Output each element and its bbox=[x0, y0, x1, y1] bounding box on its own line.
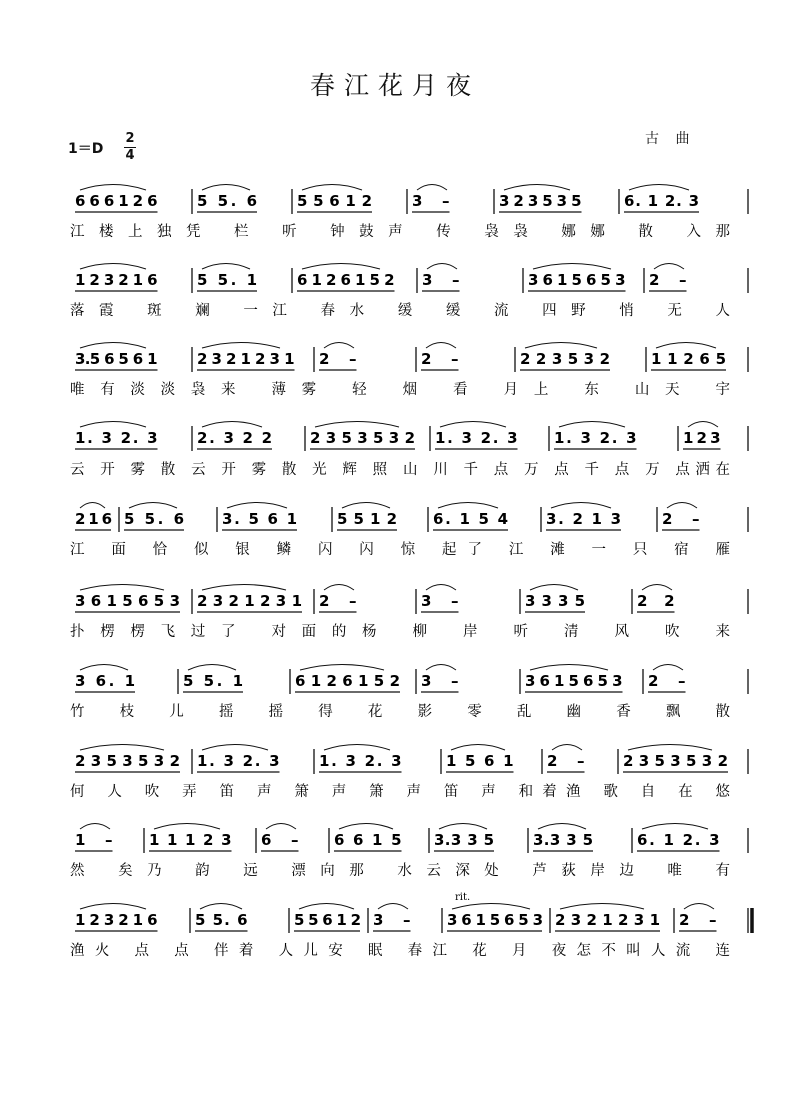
slur bbox=[538, 824, 586, 830]
measure-notes: 2 2 bbox=[637, 592, 675, 610]
notes-row bbox=[75, 904, 717, 932]
measure-notes: 1 5 6 1 bbox=[446, 752, 514, 770]
score-line bbox=[70, 904, 752, 960]
measure-notes: 1. 3 2. 3 bbox=[75, 429, 158, 447]
lyrics-text: 唯有淡淡袅来 薄雾 轻 烟 看 月上 东 山天 宇 bbox=[70, 382, 730, 398]
score-line bbox=[70, 745, 748, 801]
slur bbox=[339, 824, 393, 830]
measure-notes: 3 – bbox=[412, 192, 450, 210]
lyrics-row bbox=[70, 783, 731, 800]
slur bbox=[300, 665, 384, 671]
measure-notes: 3. 5 6 1 bbox=[222, 510, 297, 528]
slur bbox=[551, 503, 611, 509]
lyrics-row bbox=[70, 861, 730, 879]
slur bbox=[628, 745, 712, 751]
slur bbox=[559, 422, 625, 428]
measure-notes: 5 5 6 1 2 bbox=[294, 911, 361, 929]
measure-notes: 3 3 3 5 bbox=[525, 592, 585, 610]
measure-notes: 3 6 1 5 6 5 3 bbox=[75, 592, 180, 610]
measure-notes: 5 5. 6 bbox=[197, 192, 257, 210]
notes-row bbox=[75, 824, 720, 852]
slur bbox=[530, 585, 578, 591]
lyrics-text: 江楼上独凭 栏 听 钟鼓声 传 袅袅 娜娜 散 入那 bbox=[70, 224, 730, 240]
measure-notes: 3.3 3 5 bbox=[533, 831, 593, 849]
score-line bbox=[70, 824, 748, 880]
slur bbox=[80, 264, 146, 270]
lyrics-text: 云 开 雾 散 云 开 雾 散 光 辉 照 山 川 千 点 万 点 千 点 万 点洒在 bbox=[70, 462, 731, 478]
score-line bbox=[70, 585, 748, 641]
measure-notes: 3 6 1 5 6 5 3 bbox=[525, 672, 623, 690]
lyrics-row bbox=[70, 622, 730, 640]
measure-notes: 6 6 1 5 bbox=[334, 831, 402, 849]
slur bbox=[299, 904, 354, 910]
lyrics-text: 何 人 吹 弄 笛 声 箫 声 箫 声 笛 声 和着渔 歌 自 在 悠 bbox=[70, 784, 731, 800]
measure-notes: 2 3 5 3 5 3 2 bbox=[75, 752, 180, 770]
slur bbox=[200, 904, 242, 910]
score-line bbox=[70, 665, 748, 721]
measure-notes: 3 – bbox=[421, 672, 459, 690]
page-title: 春江花月夜 bbox=[309, 71, 480, 100]
slur bbox=[688, 422, 718, 428]
slur bbox=[80, 343, 146, 349]
measure-notes: 1 2 3 bbox=[683, 429, 721, 447]
notes-row bbox=[75, 422, 721, 450]
slur bbox=[653, 665, 683, 671]
measure-notes: 3 – bbox=[421, 592, 459, 610]
slur bbox=[552, 745, 582, 751]
slur bbox=[202, 745, 268, 751]
measure-notes: 3 6 1 5 6 5 3 bbox=[447, 911, 543, 929]
slur bbox=[654, 264, 684, 270]
score-line bbox=[70, 185, 748, 241]
notes-row bbox=[75, 585, 675, 613]
slur bbox=[266, 824, 296, 830]
measure-notes: 5 5. 1 bbox=[197, 271, 257, 289]
measure-notes: 2 – bbox=[648, 672, 686, 690]
score-line bbox=[70, 264, 748, 320]
slur bbox=[315, 422, 399, 428]
slur bbox=[426, 343, 456, 349]
measure-notes: 6. 1 2. 3 bbox=[637, 831, 720, 849]
measure-notes: 6. 1 2. 3 bbox=[624, 192, 699, 210]
measure-notes: 5 5. 1 bbox=[183, 672, 243, 690]
measure-notes: 1. 3 2. 3 bbox=[435, 429, 518, 447]
measure-notes: 5 5. 6 bbox=[124, 510, 184, 528]
measure-notes: 3 – bbox=[422, 271, 460, 289]
time-signature-bottom: 4 bbox=[125, 148, 135, 163]
slur bbox=[560, 904, 644, 910]
measure-notes: 5 5 6 1 2 bbox=[297, 192, 372, 210]
measure-notes: 1. 3 2. 3 bbox=[319, 752, 402, 770]
measure-notes: 2 – bbox=[421, 350, 459, 368]
score-line bbox=[70, 343, 748, 399]
measure-notes: 2 – bbox=[547, 752, 585, 770]
measure-notes: 1. 3 2. 3 bbox=[197, 752, 280, 770]
slur bbox=[667, 503, 697, 509]
slur bbox=[227, 503, 287, 509]
measure-notes: 3 2 3 5 3 5 bbox=[499, 192, 582, 210]
slur bbox=[202, 422, 262, 428]
slur bbox=[80, 824, 110, 830]
measure-notes: 6 1 2 6 1 5 2 bbox=[297, 271, 395, 289]
measure-notes: 2 – bbox=[319, 592, 357, 610]
slur bbox=[80, 185, 146, 191]
measure-notes: 2 3 5 3 5 3 2 bbox=[310, 429, 415, 447]
measure-notes: 2 – bbox=[319, 350, 357, 368]
slur bbox=[426, 665, 456, 671]
measure-notes: 6 6 6 1 2 6 bbox=[75, 192, 158, 210]
slur bbox=[642, 585, 672, 591]
slur bbox=[302, 264, 380, 270]
measure-notes: 1. 3 2. 3 bbox=[554, 429, 637, 447]
lyrics-text: 渔火 点 点 伴着 人儿安 眠 春江 花 月 夜怎不叫人流 连 bbox=[70, 943, 730, 959]
slur bbox=[202, 343, 280, 349]
slur bbox=[417, 185, 447, 191]
measure-notes: 2 – bbox=[679, 911, 717, 929]
lyrics-text: 然 矣乃 韵 远 漂向那 水云深处 芦荻岸边 唯 有 bbox=[70, 863, 730, 879]
slur bbox=[324, 343, 354, 349]
slur bbox=[324, 745, 390, 751]
slur bbox=[202, 185, 250, 191]
measure-notes: 6. 1 5 4 bbox=[433, 510, 508, 528]
slur bbox=[302, 185, 362, 191]
slur bbox=[452, 904, 530, 910]
slur bbox=[684, 904, 714, 910]
lyrics-row bbox=[70, 941, 730, 959]
measure-notes: 1 2 3 2 1 6 bbox=[75, 271, 158, 289]
slur bbox=[504, 185, 570, 191]
measure-notes: 3. 2 1 3 bbox=[546, 510, 621, 528]
slur bbox=[426, 585, 456, 591]
slur bbox=[80, 665, 128, 671]
measure-notes: 5 5. 6 bbox=[195, 911, 248, 929]
lyrics-text: 扑楞楞飞过了 对面的杨 柳 岸 听 清 风 吹 来 bbox=[70, 624, 730, 640]
slur bbox=[530, 665, 608, 671]
slur bbox=[378, 904, 408, 910]
notes-row bbox=[75, 264, 687, 292]
slur bbox=[533, 264, 611, 270]
slur bbox=[80, 585, 164, 591]
notes-row bbox=[75, 185, 699, 213]
slur bbox=[80, 422, 146, 428]
slur bbox=[188, 665, 236, 671]
lyrics-text: 竹 枝 儿 摇 摇 得 花 影 零 乱 幽 香 飘 散 bbox=[70, 704, 731, 720]
measure-notes: 1 – bbox=[75, 831, 113, 849]
measure-notes: 2 3 5 3 5 3 2 bbox=[623, 752, 728, 770]
rit-marking: rit. bbox=[455, 892, 471, 903]
measure-notes: 3.3 3 5 bbox=[434, 831, 494, 849]
measure-notes: 2 1 6 bbox=[75, 510, 112, 528]
slur bbox=[642, 824, 708, 830]
measure-notes: 6 – bbox=[261, 831, 299, 849]
notes-row bbox=[75, 503, 700, 531]
lyrics-text: 江 面 恰 似 银 鳞 闪 闪 惊 起了 江 滩 一 只 宿 雁 bbox=[70, 542, 730, 558]
score-line bbox=[70, 422, 748, 479]
slur bbox=[80, 904, 146, 910]
measure-notes: 3 6. 1 bbox=[75, 672, 135, 690]
lyrics-row bbox=[70, 541, 730, 558]
composer-label: 古 曲 bbox=[645, 131, 696, 147]
slur bbox=[427, 264, 457, 270]
lyrics-row bbox=[70, 222, 730, 240]
score-line bbox=[70, 503, 748, 559]
measure-notes: 1 1 2 6 5 bbox=[651, 350, 726, 368]
lyrics-row bbox=[70, 460, 730, 478]
lyrics-row bbox=[70, 380, 730, 398]
slur bbox=[129, 503, 177, 509]
measure-notes: 2 – bbox=[662, 510, 700, 528]
slur bbox=[80, 745, 164, 751]
slur bbox=[80, 503, 105, 509]
slur bbox=[440, 422, 506, 428]
measure-notes: 6 1 2 6 1 5 2 bbox=[295, 672, 400, 690]
notes-row bbox=[75, 343, 726, 371]
slur bbox=[342, 503, 390, 509]
time-signature-top: 2 bbox=[125, 131, 135, 146]
measure-notes: 1 1 1 2 3 bbox=[149, 831, 232, 849]
slur bbox=[202, 585, 286, 591]
slur bbox=[629, 185, 689, 191]
measure-notes: 2 2 3 5 3 2 bbox=[520, 350, 610, 368]
slur bbox=[202, 264, 250, 270]
slur bbox=[324, 585, 354, 591]
measure-notes: 3.5 6 5 6 1 bbox=[75, 350, 158, 368]
key-signature: 1＝D bbox=[68, 141, 104, 157]
measure-notes: 5 5 1 2 bbox=[337, 510, 397, 528]
slur bbox=[451, 745, 505, 751]
lyrics-text: 落霞 斑 斓 一江 春水 缓 缓 流 四野 悄 无 人 bbox=[70, 303, 730, 319]
slur bbox=[438, 503, 498, 509]
measure-notes: 2 – bbox=[649, 271, 687, 289]
measure-notes: 3 6 1 5 6 5 3 bbox=[528, 271, 626, 289]
slur bbox=[656, 343, 716, 349]
lyrics-row bbox=[70, 702, 731, 720]
measure-notes: 1 2 3 2 1 6 bbox=[75, 911, 158, 929]
measure-notes: 2 3 2 1 2 3 1 bbox=[555, 911, 660, 929]
slur bbox=[439, 824, 487, 830]
notes-row bbox=[75, 745, 728, 773]
measure-notes: 2 3 2 1 2 3 1 bbox=[197, 350, 295, 368]
notes-row bbox=[75, 665, 686, 693]
slur bbox=[525, 343, 597, 349]
measure-notes: 2 3 2 1 2 3 1 bbox=[197, 592, 302, 610]
slur bbox=[154, 824, 220, 830]
measure-notes: 3 – bbox=[373, 911, 411, 929]
lyrics-row bbox=[70, 301, 730, 319]
measure-notes: 2. 3 2 2 bbox=[197, 429, 272, 447]
